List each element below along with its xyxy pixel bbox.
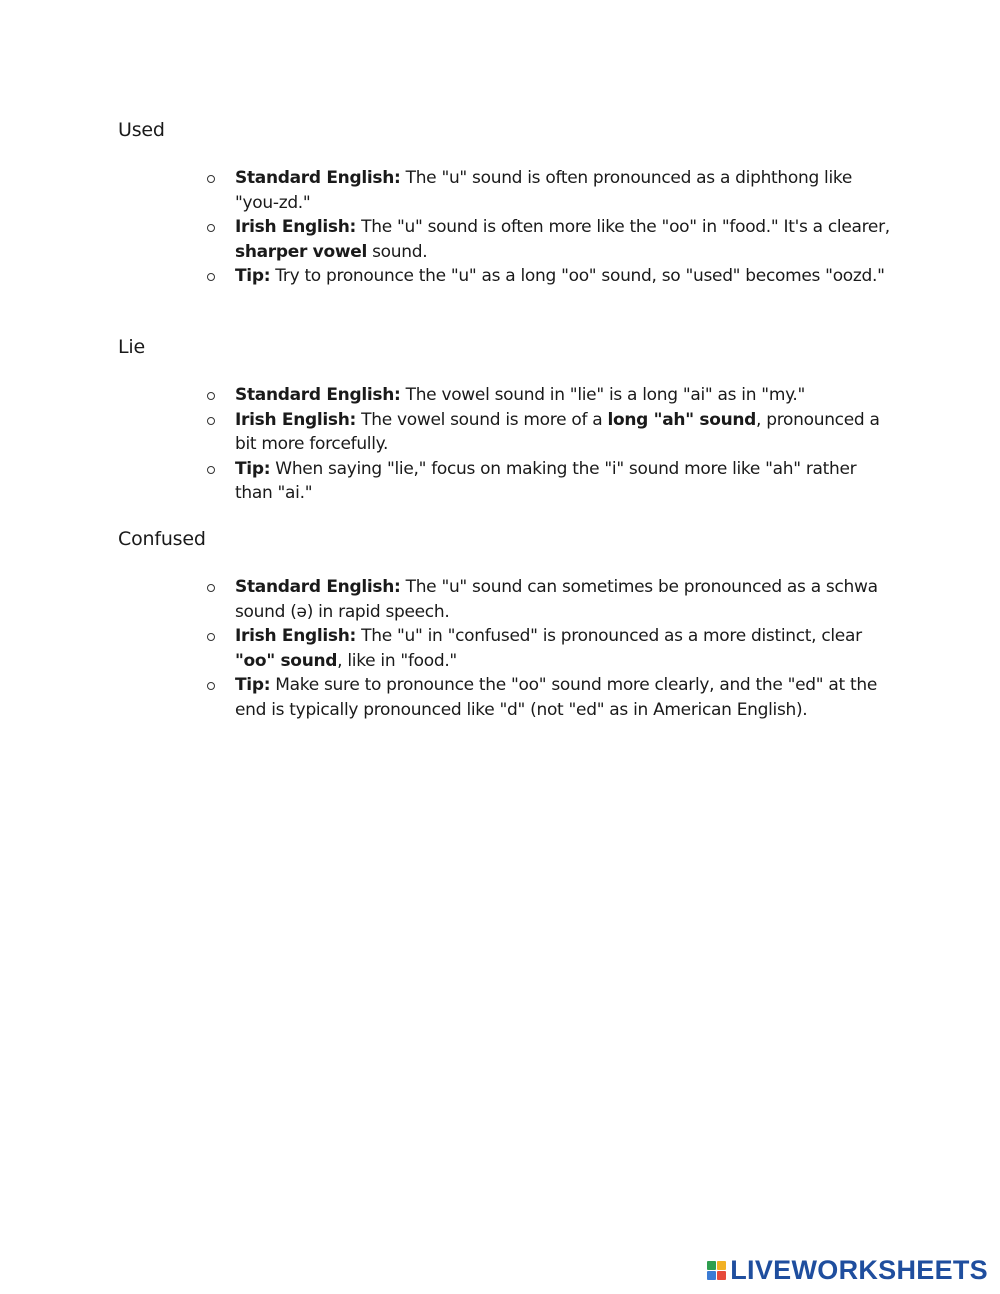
- list-item: [235, 408, 898, 457]
- logo-block: [707, 1261, 716, 1270]
- item-label: Tip:: [235, 266, 271, 286]
- item-label: Irish English:: [235, 626, 357, 646]
- item-text: Make sure to pronounce the "oo" sound more clearly, and the "ed" at the end is typically pronounced like "d" (not "ed" as in American English).: [235, 675, 877, 720]
- hollow-bullet-icon: [207, 273, 215, 281]
- item-label: Standard English:: [235, 577, 401, 597]
- point-list: [118, 166, 898, 289]
- point-list: [118, 575, 898, 722]
- list-item: [235, 575, 898, 624]
- liveworksheets-logo[interactable]: [707, 1256, 988, 1284]
- section-heading: Used: [118, 119, 165, 141]
- item-emphasis: "oo" sound: [235, 650, 338, 671]
- item-text: Try to pronounce the "u" as a long "oo" sound, so "used" becomes "oozd.": [270, 266, 885, 286]
- section-used: [118, 118, 898, 289]
- section-heading: Lie: [118, 336, 145, 358]
- item-text: The "u" in "confused" is pronounced as a more distinct, clear: [356, 626, 862, 646]
- item-label: Standard English:: [235, 385, 401, 405]
- item-text: The "u" sound is often more like the "oo" in "food." It's a clearer,: [356, 217, 890, 237]
- logo-wordmark: LIVEWORKSHEETS: [730, 1255, 988, 1285]
- logo-block: [717, 1271, 726, 1280]
- section-confused: [118, 527, 898, 722]
- hollow-bullet-icon: [207, 584, 215, 592]
- list-item: [235, 673, 898, 722]
- item-emphasis: sharper vowel: [235, 241, 368, 262]
- item-text: The vowel sound in "lie" is a long "ai" as in "my.": [400, 385, 806, 405]
- item-label: Irish English:: [235, 217, 357, 237]
- item-emphasis: long "ah" sound: [607, 409, 757, 430]
- logo-block: [707, 1271, 716, 1280]
- hollow-bullet-icon: [207, 392, 215, 400]
- hollow-bullet-icon: [207, 682, 215, 690]
- hollow-bullet-icon: [207, 224, 215, 232]
- item-text-end: , like in "food.": [337, 650, 457, 671]
- logo-block: [717, 1261, 726, 1270]
- list-item: [235, 383, 898, 408]
- item-label: Irish English:: [235, 409, 357, 430]
- hollow-bullet-icon: [207, 633, 215, 641]
- item-label: Tip:: [235, 458, 271, 479]
- hollow-bullet-icon: [207, 466, 215, 474]
- hollow-bullet-icon: [207, 417, 215, 425]
- item-text: The "u" sound is often pronounced as a diphthong like "you-zd.": [235, 168, 852, 213]
- live-blocks-icon: [707, 1261, 726, 1280]
- point-list: [118, 383, 898, 506]
- item-text: When saying "lie," focus on making the "i" sound more like "ah" rather than "ai.": [235, 458, 857, 503]
- item-text: The "u" sound can sometimes be pronounced as a schwa sound (ə) in rapid speech.: [235, 577, 878, 622]
- list-item: [235, 624, 898, 673]
- section-heading: Confused: [118, 528, 206, 550]
- list-item: [235, 457, 898, 506]
- section-lie: [118, 335, 898, 506]
- item-label: Tip:: [235, 675, 271, 695]
- item-text-end: sound.: [367, 241, 428, 262]
- hollow-bullet-icon: [207, 175, 215, 183]
- list-item: [235, 166, 898, 215]
- item-text-end: , pronounced a bit more forcefully.: [235, 409, 880, 454]
- list-item: [235, 215, 898, 264]
- item-text: The vowel sound is more of a: [356, 409, 608, 430]
- list-item: [235, 264, 898, 289]
- item-label: Standard English:: [235, 168, 401, 188]
